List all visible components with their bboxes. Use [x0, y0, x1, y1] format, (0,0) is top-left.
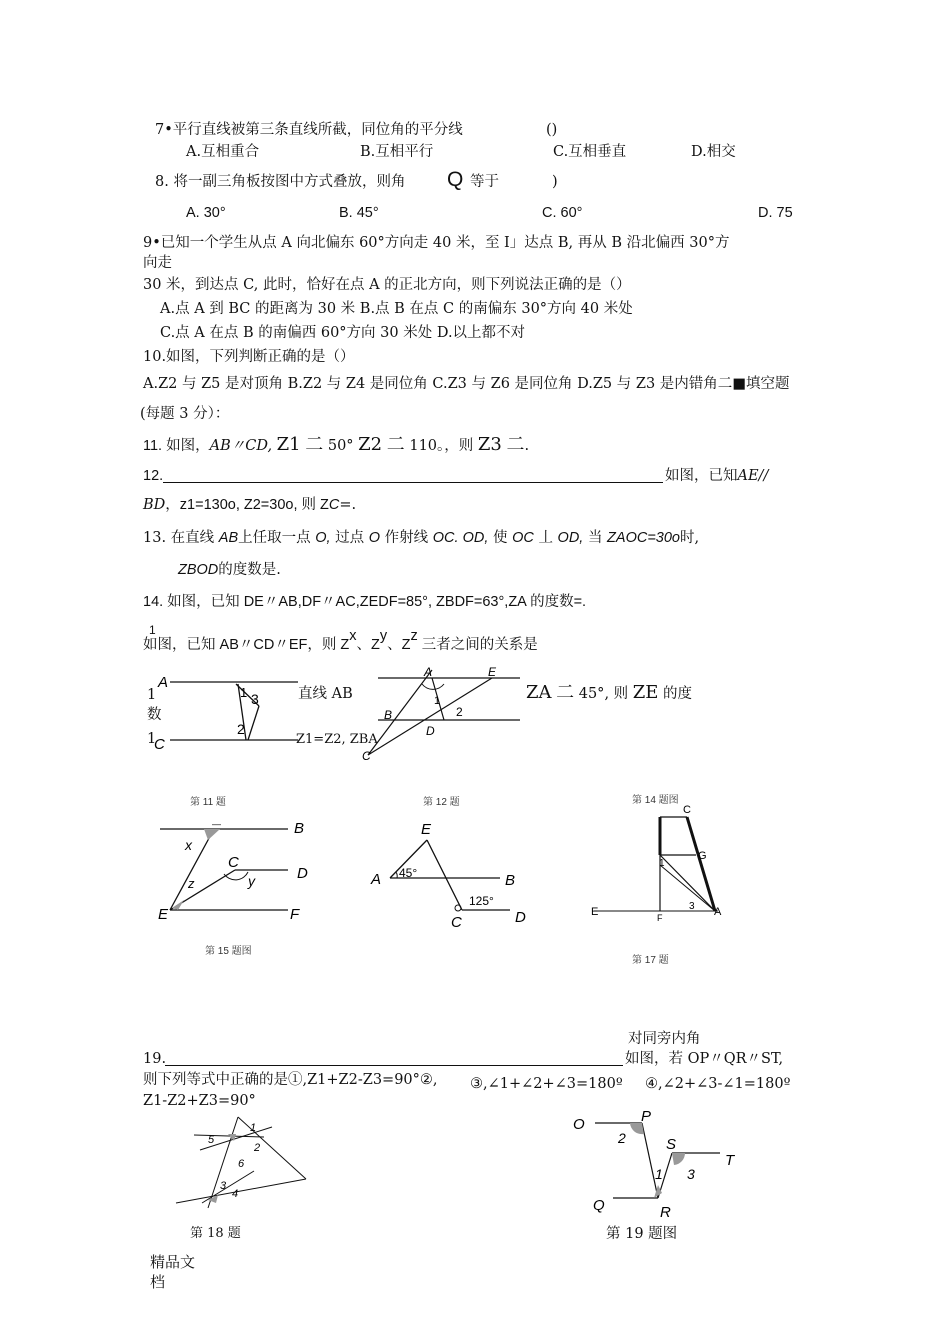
fig11-caption: 第 11 题 — [190, 797, 226, 808]
fig19-label-q: Q — [593, 1197, 605, 1214]
footer-line1: 精品文 — [150, 1253, 196, 1271]
q16-frag8: 的度 — [663, 686, 693, 702]
note-text: 对同旁内角 — [628, 1031, 701, 1047]
q8-paren: ) — [552, 174, 558, 190]
fig11-label-a: A — [158, 674, 169, 691]
q13-oc: OC — [512, 530, 534, 546]
fig16-label-125: 125° — [469, 894, 494, 908]
q13-t7: 的度数是. — [218, 562, 281, 578]
fig16-label-45: 45° — [399, 866, 418, 880]
q12-eq: =. — [339, 497, 357, 513]
fig18-caption: 第 18 题 — [190, 1226, 241, 1241]
q13-o: O, — [315, 530, 331, 546]
q12-line2: ，z1=130o, Z2=30o, 则 Z — [165, 497, 329, 513]
fig11-label-2: 2 — [237, 721, 245, 737]
q13-perp: 丄 — [538, 530, 553, 546]
fig11-label-1: 1 — [240, 685, 248, 700]
fig15-label-f: F — [290, 906, 300, 923]
q12-bd: BD — [143, 497, 166, 513]
q12-tail: 如图，已知 — [665, 468, 738, 484]
q7-option-d: D.相交 — [691, 144, 736, 160]
q9-line4: A.点 A 到 BC 的距离为 30 米 B.点 B 在点 C 的南偏东 30°方向 40 米处 — [160, 301, 633, 317]
fig14-label-1: 1 — [659, 858, 665, 869]
q13-bod: ZBOD — [178, 562, 219, 578]
fig19-label-o: O — [573, 1116, 585, 1133]
q11-f: Z2 — [358, 434, 383, 455]
q10-options: A.Z2 与 Z5 是对顶角 B.Z2 与 Z4 是同位角 C.Z3 与 Z6 是同位角 D.Z5 与 Z3 是内错角二■填空题 — [143, 376, 790, 392]
fig15-top-mark: — — [212, 819, 221, 829]
fig12-label-e: E — [488, 665, 497, 679]
fig15-label-e: E — [158, 906, 169, 923]
q12-c: C — [328, 497, 340, 513]
fig19-label-1: 1 — [655, 1166, 663, 1182]
fig18-label-2: 2 — [254, 1142, 261, 1154]
q9-line5: C.点 A 在点 B 的南偏西 60°方向 30 米处 D.以上都不对 — [160, 325, 526, 341]
fig14-label-g: G — [698, 850, 707, 862]
q13-a: 13. 在直线 — [143, 530, 215, 546]
figure-14 — [590, 805, 730, 925]
q16-frag3: ZA — [526, 682, 552, 703]
fig16-label-d: D — [515, 909, 526, 926]
q13-t5: 当 — [587, 530, 603, 546]
q15-sep2: 、Z — [387, 637, 411, 653]
fig12-label-1: 1 — [434, 695, 441, 707]
q19-line2c: ④,∠2+∠3-∠1=180º — [645, 1076, 791, 1092]
q15-stem-a: 如图，已知 AB〃CD〃EF，则 Z — [143, 637, 350, 653]
q13-aoc: ZAOC=30o — [607, 530, 680, 546]
q16-frag2: 直线 AB — [298, 686, 353, 702]
q7-option-b: B.互相平行 — [360, 144, 434, 160]
q8-option-a: A. 30° — [186, 205, 226, 221]
q15-x: x — [349, 628, 357, 644]
q19-line2b: ③,∠1+∠2+∠3=180º — [470, 1076, 623, 1092]
fig19-caption: 第 19 题图 — [606, 1226, 678, 1242]
q13-t6: 时, — [680, 530, 700, 546]
q12-blank — [163, 482, 663, 483]
footer-line2: 档 — [150, 1273, 166, 1291]
fig12-label-2: 2 — [456, 705, 463, 719]
q15-z: z — [410, 628, 418, 644]
fig14-label-e: E — [591, 906, 599, 918]
q13-t4: 使 — [492, 530, 508, 546]
q8-stem-b: 等于 — [470, 174, 499, 190]
q13-od: OD, — [557, 530, 584, 546]
fig16-label-c: C — [451, 914, 462, 931]
q16-frag10: 1 — [147, 731, 157, 747]
fig14-label-a: A — [714, 906, 722, 918]
fig19-label-r: R — [660, 1204, 671, 1221]
fig15-label-d: D — [297, 865, 308, 882]
q16-frag9: 数 — [147, 707, 162, 723]
q15-num: 1 — [149, 623, 156, 637]
figure-19 — [565, 1105, 755, 1220]
fig15-label-b: B — [294, 820, 305, 837]
q13-t3: 作射线 — [384, 530, 429, 546]
fig11-label-c: C — [154, 736, 165, 753]
fig15-caption: 第 15 题图 — [205, 946, 252, 957]
figure-18 — [172, 1115, 312, 1215]
fig15-label-x: x — [185, 837, 192, 853]
fig14-label-3: 3 — [689, 901, 695, 912]
fig18-label-6: 6 — [238, 1158, 245, 1170]
fig19-label-s: S — [666, 1136, 677, 1153]
q7-option-c: C.互相垂直 — [553, 144, 627, 160]
fig17-caption: 第 17 题 — [632, 955, 669, 966]
q16-frag5: 45° — [578, 686, 605, 702]
fig14-label-c: C — [683, 804, 691, 816]
fig19-label-p: P — [641, 1108, 652, 1125]
q8-option-c: C. 60° — [542, 205, 583, 221]
figure-11 — [150, 670, 300, 760]
q7-option-a: A.互相重合 — [186, 144, 260, 160]
fig19-label-2: 2 — [618, 1130, 626, 1146]
q19-line3: Z1-Z2+Z3=90° — [143, 1093, 256, 1109]
q11-a: 11. 如图， — [143, 438, 210, 454]
fig12-label-d: D — [426, 724, 435, 738]
figure-16 — [365, 815, 535, 930]
fig12-label-c: C — [362, 749, 371, 763]
q8-symbol: Q — [447, 168, 464, 191]
q19-blank — [165, 1065, 623, 1066]
fig12-label-a: A — [424, 665, 433, 679]
q11-e: 50° — [327, 438, 354, 454]
q13-ab: AB — [218, 530, 239, 546]
q11-c: Z1 — [276, 434, 301, 455]
q8-option-b: B. 45° — [339, 205, 379, 221]
fig18-label-5: 5 — [208, 1134, 215, 1146]
q16-frag4: 二 — [556, 682, 575, 703]
fig18-label-3: 3 — [220, 1180, 227, 1192]
q19-line2a: 则下列等式中正确的是①,Z1+Z2-Z3=90°②, — [143, 1072, 438, 1088]
q11-k: . — [524, 438, 530, 454]
fig14-caption: 第 14 题图 — [632, 795, 679, 806]
q11-i: Z3 — [477, 434, 502, 455]
fig15-label-c: C — [228, 854, 239, 871]
q9-line2: 向走 — [143, 255, 172, 271]
q7-stem: 7•平行直线被第三条直线所截，同位角的平分线 — [155, 122, 463, 138]
fig15-label-y: y — [248, 873, 255, 889]
q13-rays: OC. OD, — [432, 530, 489, 546]
fig16-label-b: B — [505, 872, 516, 889]
q12-ae: AE// — [737, 468, 769, 484]
fig12-label-b: B — [384, 708, 393, 722]
q7-paren: () — [546, 122, 558, 138]
q19-tail: 如图，若 OP〃QR〃ST, — [625, 1051, 784, 1067]
q15-sep1: 、Z — [356, 637, 380, 653]
q15-y: y — [379, 628, 388, 644]
fig16-label-a: A — [371, 871, 382, 888]
q16-frag6: , 则 — [604, 686, 629, 702]
figure-12 — [360, 660, 525, 770]
q13-t2: 过点 — [335, 530, 365, 546]
q15-stem-b: 三者之间的关系是 — [421, 637, 538, 653]
fig16-label-e: E — [421, 821, 432, 838]
q8-option-d: D. 75 — [758, 205, 793, 221]
q16-frag1: 1 — [147, 687, 157, 703]
q13-t1: 上任取一点 — [238, 530, 311, 546]
q16-frag11: Z1=Z2, ZBA — [296, 732, 378, 747]
q11-h: 110。，则 — [409, 438, 474, 454]
fig12-caption: 第 12 题 — [423, 797, 460, 808]
fig14-label-f: F — [657, 913, 663, 923]
q11-g: 二 — [386, 434, 405, 455]
figure-15 — [150, 812, 325, 927]
fig18-label-1: 1 — [250, 1122, 257, 1134]
fig19-label-t: T — [725, 1152, 735, 1169]
q12-num: 12. — [143, 468, 164, 484]
q11-b: AB〃CD, — [209, 438, 273, 454]
q8-stem-a: 8. 将一副三角板按图中方式叠放，则角 — [155, 174, 406, 190]
section-heading: (每题 3 分）： — [140, 406, 230, 422]
q19-num: 19. — [143, 1051, 167, 1067]
q11-j: 二 — [506, 434, 525, 455]
q9-line1: 9•已知一个学生从点 A 向北偏东 60°方向走 40 米，至 I」达点 B, 再从 B 沿北偏西 30°方 — [143, 235, 730, 251]
fig11-label-3: 3 — [251, 691, 259, 707]
fig18-label-4: 4 — [232, 1188, 239, 1200]
fig19-label-3: 3 — [687, 1166, 695, 1182]
q10-stem: 10.如图，下列判断正确的是（） — [143, 349, 355, 365]
q13-o2: O — [368, 530, 381, 546]
fig15-label-z: z — [188, 876, 195, 891]
q11-d: 二 — [305, 434, 324, 455]
q14-stem: 14. 如图，已知 DE〃AB,DF〃AC,ZEDF=85°, ZBDF=63°,ZA 的度数=. — [143, 594, 587, 610]
q16-frag7: ZE — [632, 682, 659, 703]
q9-line3: 30 米，到达点 C, 此时，恰好在点 A 的正北方向，则下列说法正确的是（） — [143, 277, 631, 293]
